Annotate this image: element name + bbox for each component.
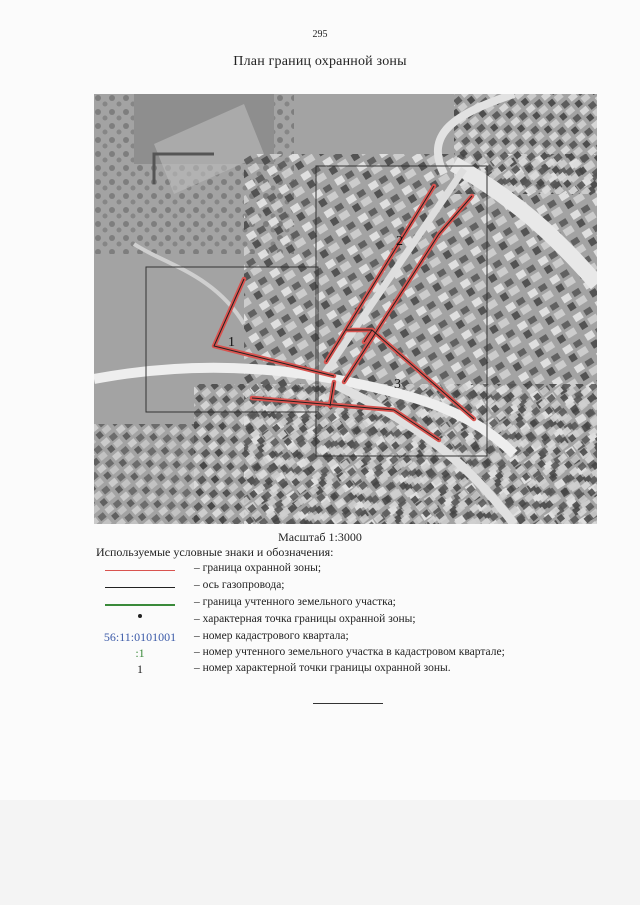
legend-desc: – номер кадастрового квартала; — [194, 630, 349, 642]
legend-item-point-number — [90, 662, 610, 677]
map-svg — [94, 94, 597, 524]
legend-item-land-plot-boundary — [90, 596, 610, 611]
black-dot-icon — [138, 614, 142, 618]
black-line-icon — [105, 587, 175, 588]
page-title: План границ охранной зоны — [233, 54, 407, 69]
map-residential-block-south — [194, 384, 597, 524]
legend-item-cadastral-quarter — [90, 630, 610, 645]
legend-desc: – ось газопровода; — [194, 579, 285, 591]
legend-title: Используемые условные знаки и обозначения: — [96, 545, 334, 559]
legend-item-protection-zone — [90, 562, 610, 577]
green-line-icon — [105, 604, 175, 606]
map-scale: Масштаб 1:3000 — [278, 530, 362, 544]
point-number: 1 — [137, 662, 143, 676]
map-residential-block-southwest — [94, 424, 224, 524]
legend-item-characteristic-point — [90, 613, 610, 628]
aerial-map — [94, 94, 597, 524]
legend-desc: – граница учтенного земельного участка; — [194, 596, 396, 608]
legend-item-land-plot-number — [90, 646, 610, 661]
legend-item-gas-pipeline-axis — [90, 579, 610, 594]
red-line-icon — [105, 570, 175, 571]
land-plot-number: :1 — [135, 646, 145, 660]
legend-desc: – номер учтенного земельного участка в кадастровом квартале; — [194, 646, 505, 658]
page-number: 295 — [312, 29, 328, 40]
signature-rule — [313, 703, 383, 704]
legend-desc: – граница охранной зоны; — [194, 562, 322, 574]
point-label-2: 2 — [396, 234, 403, 249]
point-label-1: 1 — [228, 335, 235, 350]
point-label-3: 3 — [394, 377, 401, 392]
cadastral-quarter-number: 56:11:0101001 — [103, 630, 177, 644]
legend-desc: – характерная точка границы охранной зоны; — [194, 613, 416, 625]
page-lower-band — [0, 800, 640, 905]
legend-desc: – номер характерной точки границы охранной зоны. — [194, 662, 451, 674]
